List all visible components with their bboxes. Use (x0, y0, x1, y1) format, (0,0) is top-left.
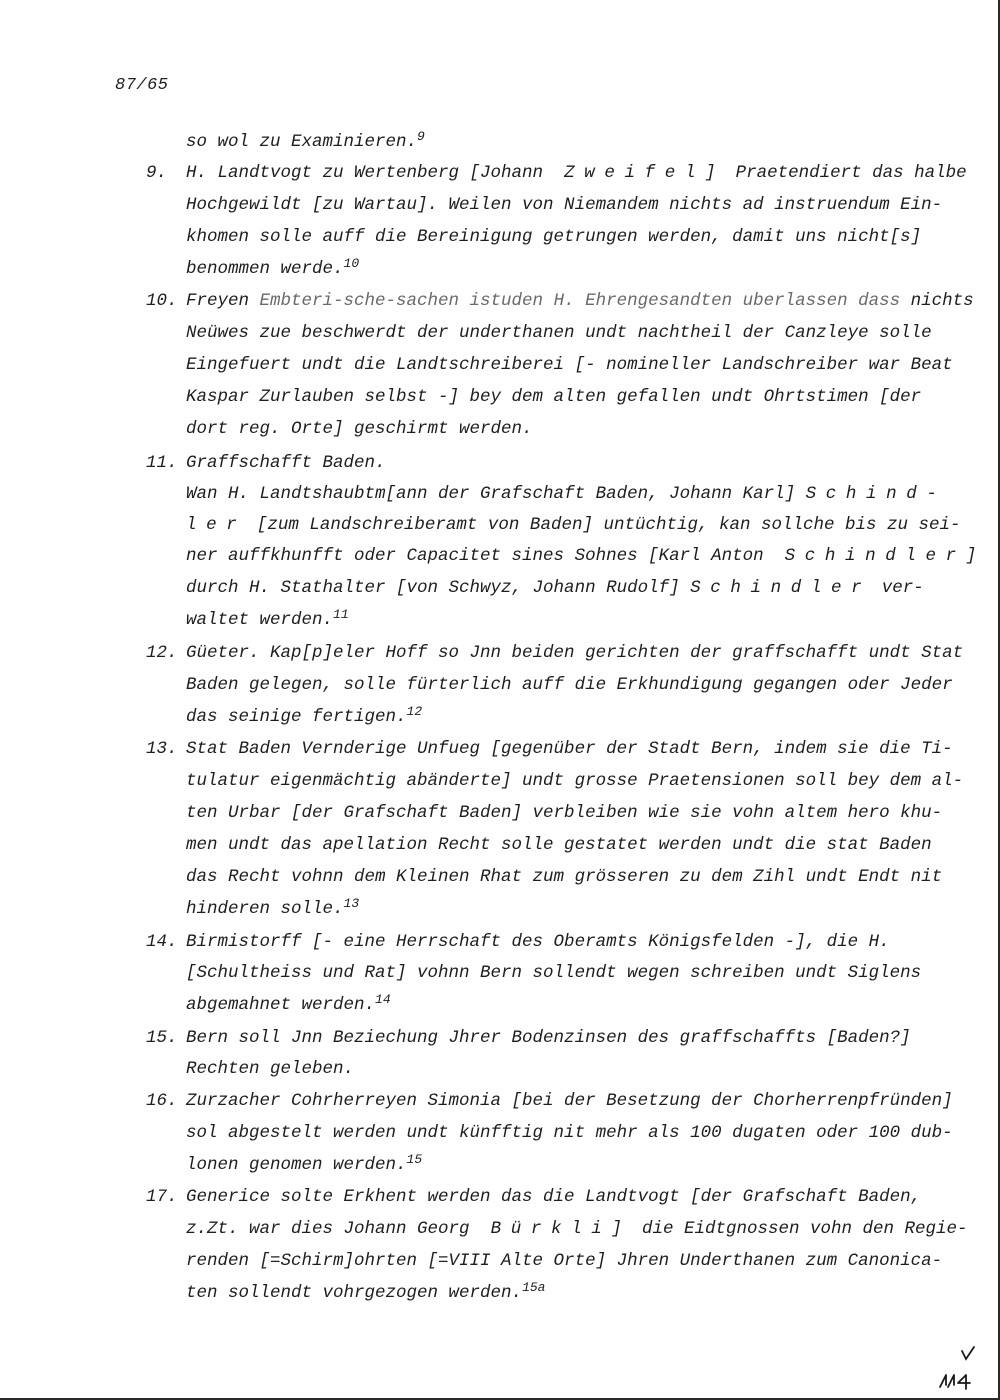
line-text: Wan H. Landtshaubtm[ann der Grafschaft Baden, Johann Karl] (186, 484, 796, 504)
line-text: Praetendiert das halbe (725, 163, 967, 183)
footnote-marker: 9 (417, 129, 425, 144)
item-11-line-4 (186, 545, 986, 567)
line-text: H. Landtvogt zu Wertenberg [Johann (186, 163, 544, 183)
spaced-name: ler (186, 515, 247, 535)
checkmark-icon (962, 1347, 974, 1359)
item-11-line-6 (186, 609, 349, 632)
item-number: 17. (146, 1187, 178, 1207)
item-9-line-2: Hochgewildt [zu Wartau]. Weilen von Niemandem nichts ad instruendum Ein- (186, 195, 943, 215)
line-text: die Eidtgnossen vohn den Regie- (631, 1219, 968, 1239)
item-14-line-3 (186, 994, 391, 1017)
item-number: 16. (146, 1091, 178, 1111)
line-text: so wol zu Examinieren. (186, 132, 418, 152)
item-number: 15. (146, 1028, 178, 1048)
item-number: 10. (146, 291, 178, 311)
item-12-line-1: Güeter. Kap[p]eler Hoff so Jnn beiden gerichten der graffschafft undt Stat (186, 643, 964, 663)
handwritten-folio-mark (938, 1345, 978, 1393)
footnote-marker: 13 (343, 896, 360, 911)
footnote-marker: 12 (406, 704, 423, 719)
spaced-name: Schindler] (784, 546, 986, 566)
item-16-line-3 (186, 1154, 422, 1177)
spaced-name: Zweifel] (564, 163, 726, 183)
line-text: abgemahnet werden. (186, 995, 376, 1015)
item-16-line-1: Zurzacher Cohrherreyen Simonia [bei der Besetzung der Chorherrenpfründen] (186, 1091, 953, 1111)
line-text: nichts (900, 291, 974, 311)
item-17-line-4 (186, 1282, 545, 1305)
item-13-line-6 (186, 898, 359, 921)
line-text: Freyen (186, 291, 250, 311)
item-9-line-4 (186, 258, 359, 281)
footnote-marker: 15a (522, 1280, 546, 1295)
spaced-name: Schind- (805, 484, 947, 504)
item-15-line-1: Bern soll Jnn Beziechung Jhrer Bodenzinsen des graffschaffts [Baden?] (186, 1028, 911, 1048)
line-text: z.Zt. war dies Johann Georg (186, 1219, 470, 1239)
footnote-marker: 15 (406, 1152, 423, 1167)
item-17-line-3: renden [=Schirm]ohrten [=VIII Alte Orte] Jhren Underthanen zum Canonica- (186, 1251, 943, 1271)
item-13-line-5: das Recht vohnn dem Kleinen Rhat zum grösseren zu dem Zihl undt Endt nit (186, 867, 943, 887)
item-number: 11. (146, 453, 178, 473)
continuation-line (186, 131, 425, 154)
line-text: waltet werden. (186, 610, 334, 630)
item-10-line-5: dort reg. Orte] geschirmt werden. (186, 419, 533, 439)
faded-overtyped-text: Embteri-sche-sachen istuden H. Ehrengesandten uberlassen dass (249, 291, 901, 311)
item-10-line-4: Kaspar Zurlauben selbst -] bey dem alten gefallen undt Ohrtstimen [der (186, 387, 922, 407)
spaced-name: Bürkli] (490, 1219, 632, 1239)
item-number: 9. (146, 163, 168, 183)
item-12-line-3 (186, 706, 422, 729)
spaced-name: Schindler (690, 578, 872, 598)
item-14-line-1: Birmistorff [- eine Herrschaft des Oberamts Königsfelden -], die H. (186, 932, 890, 952)
item-16-line-2: sol abgestelt werden undt künfftig nit mehr als 100 dugaten oder 100 dub- (186, 1123, 953, 1143)
item-10-line-3: Eingefuert undt die Landtschreiberei [- nomineller Landschreiber war Beat (186, 355, 953, 375)
line-text: hinderen solle. (186, 899, 344, 919)
line-text: durch H. Stathalter [von Schwyz, Johann Rudolf] (186, 578, 680, 598)
item-14-line-2: [Schultheiss und Rat] vohnn Bern sollendt wegen schreiben undt Siglens (186, 963, 922, 983)
line-text: [zum Landschreiberamt von Baden] untüchtig, kan sollche bis zu sei- (246, 515, 961, 535)
item-9-line-1 (186, 162, 967, 184)
item-11-line-5 (186, 577, 924, 599)
footnote-marker: 10 (343, 256, 360, 271)
line-text: ner auffkhunfft oder Capacitet sines Sohnes [Karl Anton (186, 546, 764, 566)
footnote-marker: 11 (333, 607, 349, 622)
item-9-line-3: khomen solle auff die Bereinigung getrungen werden, damit uns nicht[s] (186, 227, 922, 247)
line-text: benommen werde. (186, 259, 344, 279)
item-11-line-2 (186, 483, 947, 505)
item-11-line-1: Graffschafft Baden. (186, 453, 386, 473)
item-13-line-1: Stat Baden Vernderige Unfueg [gegenüber der Stadt Bern, indem sie die Ti- (186, 739, 953, 759)
item-17-line-2 (186, 1218, 968, 1240)
item-13-line-2: tulatur eigenmächtig abänderte] undt grosse Praetensionen soll bey dem al- (186, 771, 964, 791)
item-13-line-4: men undt das apellation Recht solle gestatet werden undt die stat Baden (186, 835, 932, 855)
footnote-marker: 14 (375, 992, 391, 1007)
item-15-line-2: Rechten geleben. (186, 1059, 355, 1079)
line-text: ten sollendt vohrgezogen werden. (186, 1283, 523, 1303)
item-17-line-1: Generice solte Erkhent werden das die Landtvogt [der Grafschaft Baden, (186, 1187, 922, 1207)
item-number: 14. (146, 932, 178, 952)
item-12-line-2: Baden gelegen, solle fürterlich auff die Erkhundigung gegangen oder Jeder (186, 675, 953, 695)
folio-number-icon (940, 1375, 970, 1389)
line-text: das seinige fertigen. (186, 707, 407, 727)
item-10-line-1 (186, 290, 974, 312)
item-number: 12. (146, 643, 178, 663)
archive-reference: 87/65 (115, 76, 169, 95)
item-number: 13. (146, 739, 178, 759)
item-11-line-3 (186, 514, 961, 536)
item-10-line-2: Neüwes zue beschwerdt der underthanen undt nachtheil der Canzleye solle (186, 323, 932, 343)
line-text: lonen genomen werden. (186, 1155, 407, 1175)
item-13-line-3: ten Urbar [der Grafschaft Baden] verbleiben wie sie vohn altem hero khu- (186, 803, 943, 823)
line-text: ver- (871, 578, 924, 598)
